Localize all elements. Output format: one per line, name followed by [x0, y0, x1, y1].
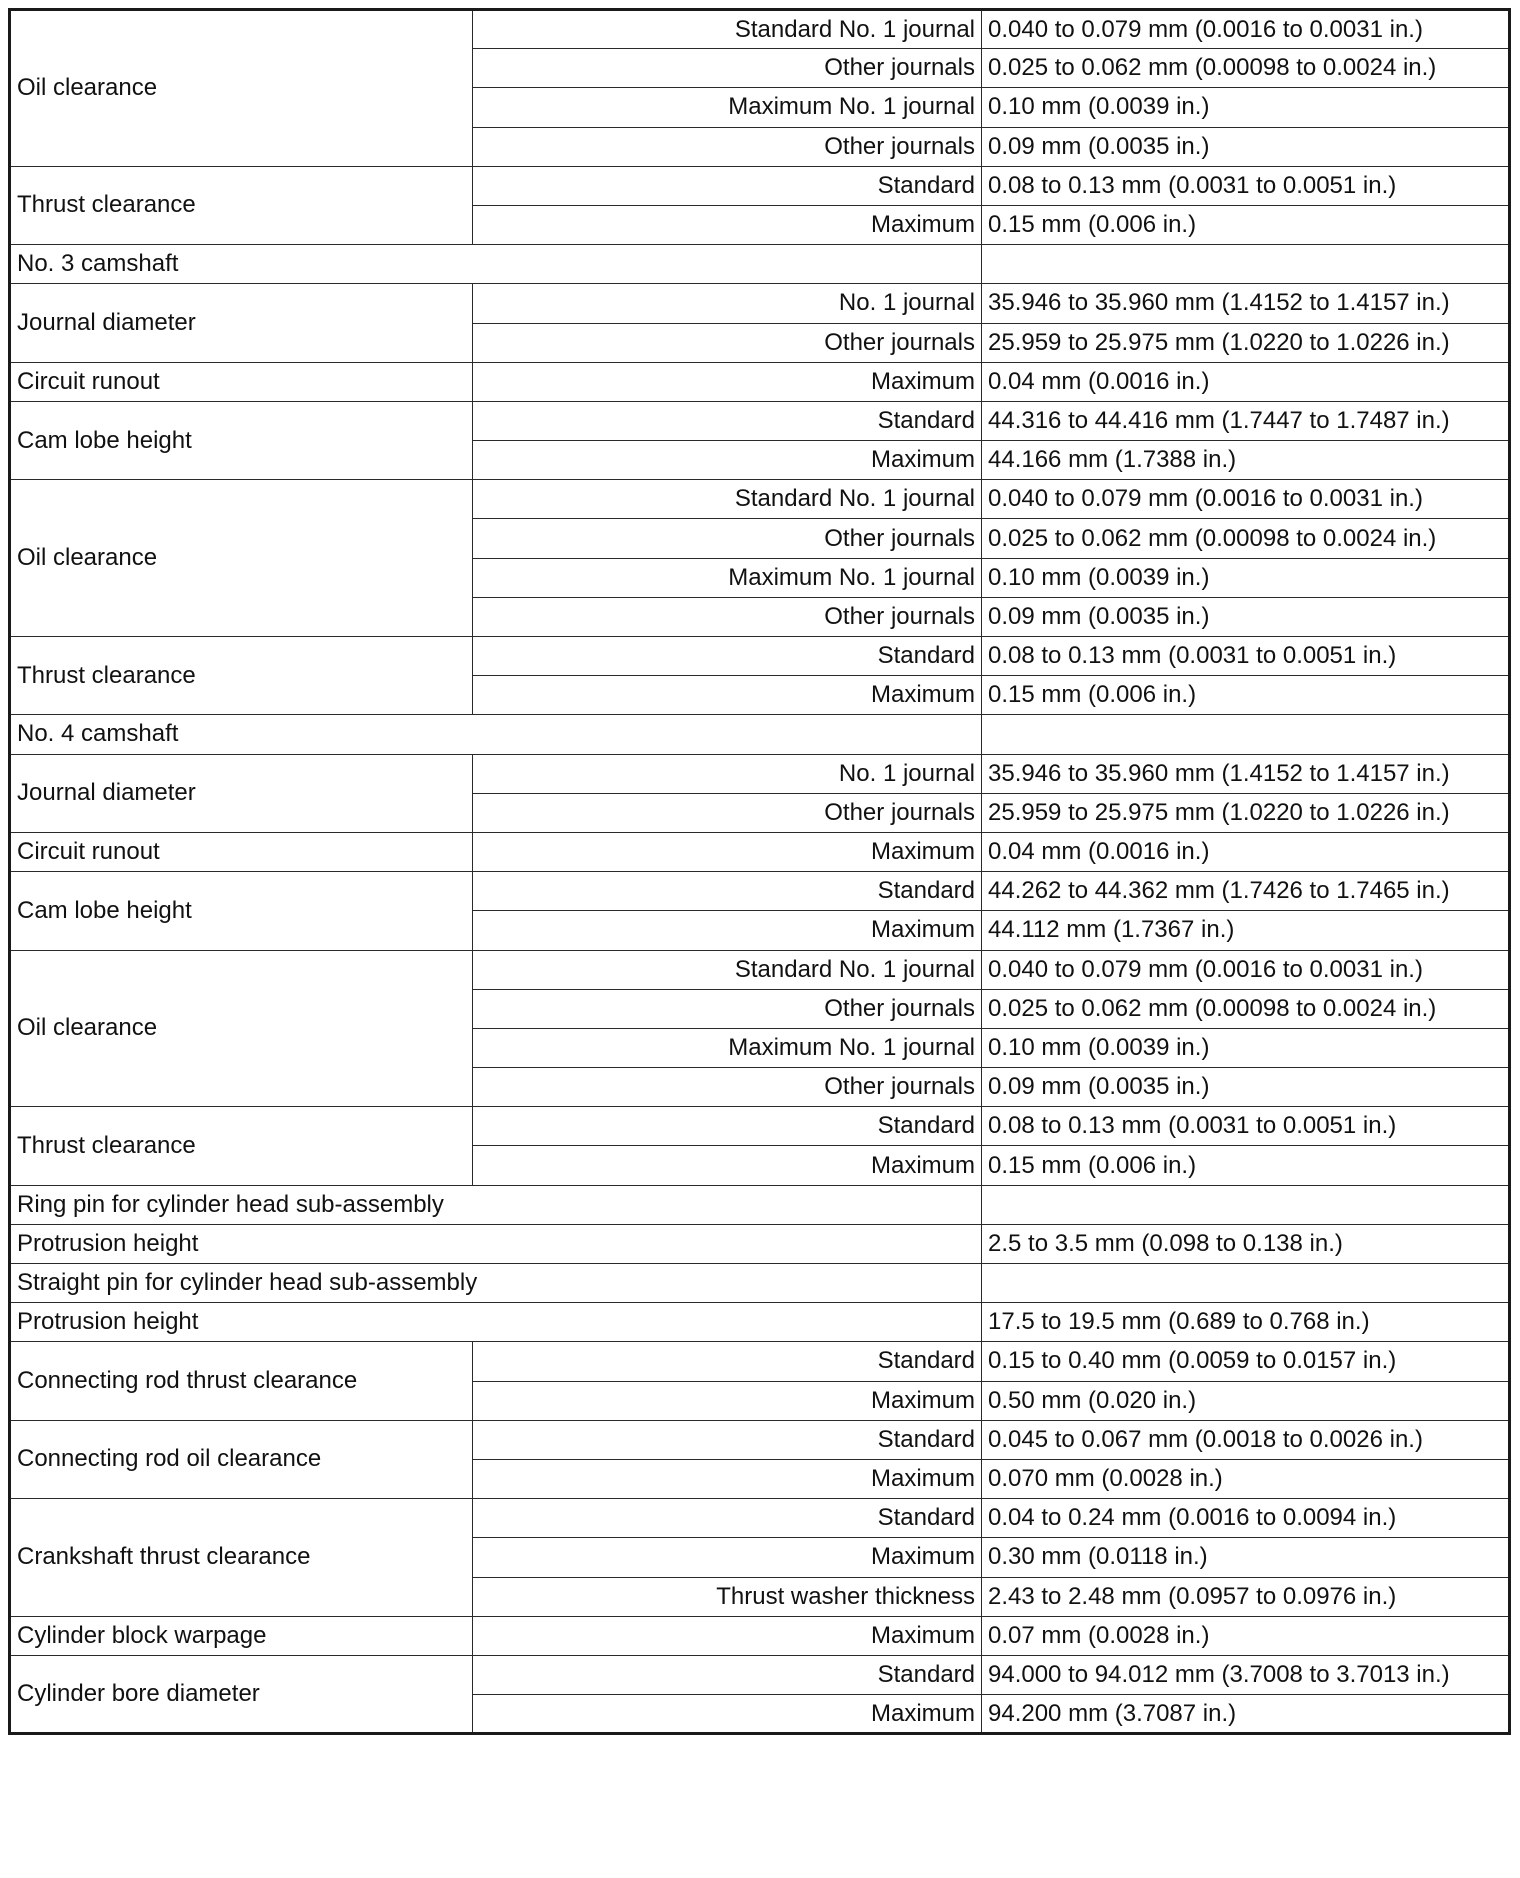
- spec-value: 0.04 to 0.24 mm (0.0016 to 0.0094 in.): [982, 1499, 1510, 1538]
- condition-label: Standard: [473, 872, 982, 911]
- spec-value: 0.09 mm (0.0035 in.): [982, 1068, 1510, 1107]
- condition-label: Other journals: [473, 597, 982, 636]
- item-label: Thrust clearance: [10, 1107, 473, 1185]
- spec-value: 0.30 mm (0.0118 in.): [982, 1538, 1510, 1577]
- table-row: [10, 10, 1510, 49]
- spec-value: 0.15 mm (0.006 in.): [982, 676, 1510, 715]
- condition-label: Other journals: [473, 989, 982, 1028]
- condition-label: Other journals: [473, 793, 982, 832]
- condition-label: Maximum: [473, 1695, 982, 1734]
- condition-label: Other journals: [473, 519, 982, 558]
- item-label: Oil clearance: [10, 10, 473, 167]
- condition-label: Maximum No. 1 journal: [473, 1028, 982, 1067]
- item-label: Circuit runout: [10, 832, 473, 871]
- condition-label: Standard: [473, 637, 982, 676]
- section-heading: No. 4 camshaft: [10, 715, 982, 754]
- spec-value: 35.946 to 35.960 mm (1.4152 to 1.4157 in.): [982, 754, 1510, 793]
- spec-value: 0.15 mm (0.006 in.): [982, 1146, 1510, 1185]
- spec-value: 44.166 mm (1.7388 in.): [982, 441, 1510, 480]
- specification-table-body: [10, 10, 1510, 1734]
- spec-value: 0.040 to 0.079 mm (0.0016 to 0.0031 in.): [982, 10, 1510, 49]
- condition-label: Maximum: [473, 1459, 982, 1498]
- spec-value: 0.040 to 0.079 mm (0.0016 to 0.0031 in.): [982, 480, 1510, 519]
- table-row: [10, 284, 1510, 323]
- table-row: [10, 1264, 1510, 1303]
- condition-label: Standard: [473, 1420, 982, 1459]
- spec-value: 35.946 to 35.960 mm (1.4152 to 1.4157 in.): [982, 284, 1510, 323]
- table-row: [10, 754, 1510, 793]
- spec-value: 25.959 to 25.975 mm (1.0220 to 1.0226 in.): [982, 323, 1510, 362]
- empty-value-cell: [982, 245, 1510, 284]
- item-label: Protrusion height: [10, 1224, 982, 1263]
- spec-value: 0.09 mm (0.0035 in.): [982, 127, 1510, 166]
- table-row: [10, 832, 1510, 871]
- empty-value-cell: [982, 1185, 1510, 1224]
- table-row: [10, 1420, 1510, 1459]
- spec-value: 2.43 to 2.48 mm (0.0957 to 0.0976 in.): [982, 1577, 1510, 1616]
- spec-value: 0.10 mm (0.0039 in.): [982, 88, 1510, 127]
- item-label: Cam lobe height: [10, 401, 473, 479]
- condition-label: Maximum No. 1 journal: [473, 88, 982, 127]
- condition-label: Other journals: [473, 49, 982, 88]
- spec-value: 0.025 to 0.062 mm (0.00098 to 0.0024 in.): [982, 49, 1510, 88]
- table-row: [10, 480, 1510, 519]
- table-row: [10, 401, 1510, 440]
- empty-value-cell: [982, 1264, 1510, 1303]
- spec-value: 94.000 to 94.012 mm (3.7008 to 3.7013 in.): [982, 1655, 1510, 1694]
- spec-value: 0.09 mm (0.0035 in.): [982, 597, 1510, 636]
- item-label: Cam lobe height: [10, 872, 473, 950]
- condition-label: Standard: [473, 1342, 982, 1381]
- table-row: [10, 1616, 1510, 1655]
- condition-label: Maximum: [473, 1146, 982, 1185]
- table-row: [10, 166, 1510, 205]
- section-heading: Straight pin for cylinder head sub-assembly: [10, 1264, 982, 1303]
- spec-value: 25.959 to 25.975 mm (1.0220 to 1.0226 in.): [982, 793, 1510, 832]
- condition-label: Maximum: [473, 362, 982, 401]
- spec-value: 0.025 to 0.062 mm (0.00098 to 0.0024 in.): [982, 989, 1510, 1028]
- spec-value: 2.5 to 3.5 mm (0.098 to 0.138 in.): [982, 1224, 1510, 1263]
- table-row: [10, 1224, 1510, 1263]
- spec-value: 44.262 to 44.362 mm (1.7426 to 1.7465 in.): [982, 872, 1510, 911]
- condition-label: Standard No. 1 journal: [473, 480, 982, 519]
- condition-label: No. 1 journal: [473, 754, 982, 793]
- item-label: Connecting rod oil clearance: [10, 1420, 473, 1498]
- table-row: [10, 245, 1510, 284]
- item-label: Crankshaft thrust clearance: [10, 1499, 473, 1617]
- condition-label: Standard No. 1 journal: [473, 10, 982, 49]
- table-row: [10, 1499, 1510, 1538]
- condition-label: Maximum: [473, 1616, 982, 1655]
- item-label: Thrust clearance: [10, 637, 473, 715]
- item-label: Oil clearance: [10, 950, 473, 1107]
- item-label: Oil clearance: [10, 480, 473, 637]
- spec-value: 0.04 mm (0.0016 in.): [982, 832, 1510, 871]
- condition-label: Standard: [473, 1655, 982, 1694]
- table-row: [10, 950, 1510, 989]
- spec-value: 0.025 to 0.062 mm (0.00098 to 0.0024 in.): [982, 519, 1510, 558]
- condition-label: Standard No. 1 journal: [473, 950, 982, 989]
- condition-label: Other journals: [473, 1068, 982, 1107]
- condition-label: Maximum: [473, 1381, 982, 1420]
- spec-value: 0.070 mm (0.0028 in.): [982, 1459, 1510, 1498]
- condition-label: Standard: [473, 1499, 982, 1538]
- condition-label: Thrust washer thickness: [473, 1577, 982, 1616]
- condition-label: Other journals: [473, 127, 982, 166]
- condition-label: Maximum: [473, 205, 982, 244]
- item-label: Connecting rod thrust clearance: [10, 1342, 473, 1420]
- condition-label: Maximum No. 1 journal: [473, 558, 982, 597]
- table-row: [10, 362, 1510, 401]
- table-row: [10, 1655, 1510, 1694]
- item-label: Journal diameter: [10, 284, 473, 362]
- spec-value: 0.04 mm (0.0016 in.): [982, 362, 1510, 401]
- spec-value: 0.040 to 0.079 mm (0.0016 to 0.0031 in.): [982, 950, 1510, 989]
- condition-label: Maximum: [473, 676, 982, 715]
- item-label: Protrusion height: [10, 1303, 982, 1342]
- item-label: Journal diameter: [10, 754, 473, 832]
- spec-value: 94.200 mm (3.7087 in.): [982, 1695, 1510, 1734]
- spec-value: 0.10 mm (0.0039 in.): [982, 558, 1510, 597]
- spec-value: 0.08 to 0.13 mm (0.0031 to 0.0051 in.): [982, 166, 1510, 205]
- table-row: [10, 637, 1510, 676]
- specification-table: [8, 8, 1511, 1735]
- spec-value: 0.10 mm (0.0039 in.): [982, 1028, 1510, 1067]
- spec-value: 44.316 to 44.416 mm (1.7447 to 1.7487 in.): [982, 401, 1510, 440]
- condition-label: Standard: [473, 401, 982, 440]
- spec-value: 0.08 to 0.13 mm (0.0031 to 0.0051 in.): [982, 1107, 1510, 1146]
- empty-value-cell: [982, 715, 1510, 754]
- item-label: Cylinder block warpage: [10, 1616, 473, 1655]
- condition-label: Maximum: [473, 911, 982, 950]
- spec-value: 17.5 to 19.5 mm (0.689 to 0.768 in.): [982, 1303, 1510, 1342]
- item-label: Cylinder bore diameter: [10, 1655, 473, 1733]
- condition-label: Other journals: [473, 323, 982, 362]
- condition-label: Maximum: [473, 1538, 982, 1577]
- spec-value: 0.045 to 0.067 mm (0.0018 to 0.0026 in.): [982, 1420, 1510, 1459]
- condition-label: No. 1 journal: [473, 284, 982, 323]
- spec-value: 0.15 to 0.40 mm (0.0059 to 0.0157 in.): [982, 1342, 1510, 1381]
- spec-value: 0.50 mm (0.020 in.): [982, 1381, 1510, 1420]
- spec-value: 0.15 mm (0.006 in.): [982, 205, 1510, 244]
- table-row: [10, 715, 1510, 754]
- condition-label: Standard: [473, 166, 982, 205]
- table-row: [10, 1303, 1510, 1342]
- table-row: [10, 872, 1510, 911]
- condition-label: Maximum: [473, 832, 982, 871]
- spec-value: 0.08 to 0.13 mm (0.0031 to 0.0051 in.): [982, 637, 1510, 676]
- spec-value: 0.07 mm (0.0028 in.): [982, 1616, 1510, 1655]
- table-row: [10, 1185, 1510, 1224]
- section-heading: No. 3 camshaft: [10, 245, 982, 284]
- table-row: [10, 1342, 1510, 1381]
- condition-label: Maximum: [473, 441, 982, 480]
- spec-value: 44.112 mm (1.7367 in.): [982, 911, 1510, 950]
- condition-label: Standard: [473, 1107, 982, 1146]
- item-label: Thrust clearance: [10, 166, 473, 244]
- item-label: Circuit runout: [10, 362, 473, 401]
- table-row: [10, 1107, 1510, 1146]
- section-heading: Ring pin for cylinder head sub-assembly: [10, 1185, 982, 1224]
